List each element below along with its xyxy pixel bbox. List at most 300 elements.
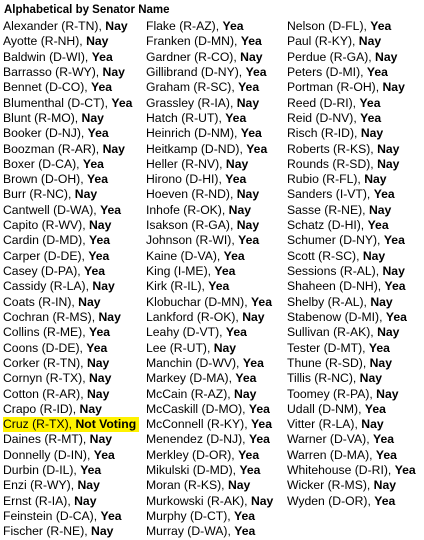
senator-row <box>146 463 273 478</box>
senator-name: Feinstein (D-CA), <box>3 509 101 523</box>
senator-row <box>287 218 416 233</box>
column-1 <box>3 19 139 540</box>
senator-row <box>287 371 416 386</box>
senator-name: Vitter (R-LA), <box>287 417 362 432</box>
senator-name: Barrasso (R-WY), <box>3 64 103 79</box>
senator-name: Daines (R-MT), <box>3 432 90 447</box>
senator-entry <box>287 157 399 171</box>
senator-entry <box>146 402 270 416</box>
senator-row <box>287 19 416 34</box>
senator-entry <box>3 264 105 278</box>
senator-name: Kirk (R-IL), <box>146 279 209 294</box>
senator-name: Kaine (D-VA), <box>146 248 224 263</box>
senator-row <box>287 65 416 80</box>
senator-vote: Nay <box>382 264 405 278</box>
senator-vote: Yea <box>368 340 390 355</box>
senator-row <box>287 126 416 141</box>
senator-entry <box>287 50 397 64</box>
senator-entry <box>287 279 406 293</box>
senator-vote: Nay <box>98 309 121 324</box>
senator-vote: Nay <box>79 401 102 416</box>
senator-vote: Yea <box>234 509 256 523</box>
senator-vote: Yea <box>250 294 272 309</box>
senator-row <box>287 233 416 248</box>
senator-entry <box>3 218 111 232</box>
senator-vote: Nay <box>236 218 260 233</box>
senator-entry <box>287 19 391 33</box>
senator-row <box>146 264 273 279</box>
senator-vote: Yea <box>367 218 389 233</box>
senator-vote: Yea <box>225 172 247 187</box>
senator-vote: Yea <box>248 432 270 447</box>
senator-row <box>3 50 139 65</box>
senator-vote: Yea <box>370 19 392 33</box>
senator-name: Capito (R-WV), <box>3 218 89 233</box>
senator-row <box>3 509 139 524</box>
senator-entry <box>287 203 391 217</box>
senator-row <box>287 172 416 187</box>
senator-entry <box>3 524 113 538</box>
senator-name: Gillibrand (D-NY), <box>146 64 246 79</box>
senator-entry <box>3 463 101 477</box>
senator-entry <box>3 126 109 140</box>
senator-row <box>146 478 273 493</box>
senator-entry <box>3 187 97 201</box>
senator-vote: Yea <box>84 264 106 278</box>
senator-vote: Nay <box>74 187 98 202</box>
senator-name: Carper (D-DE), <box>3 248 89 263</box>
senator-name: Inhofe (R-OK), <box>146 202 229 217</box>
senator-row <box>3 387 139 402</box>
senator-entry <box>146 96 259 110</box>
senator-vote: Not Voting <box>75 417 137 432</box>
senator-vote: Nay <box>377 325 400 340</box>
senator-name: Heller (R-NV), <box>146 156 226 171</box>
senator-name: Heitkamp (D-ND), <box>146 141 247 156</box>
senator-vote: Yea <box>359 95 381 110</box>
senator-row <box>3 494 139 509</box>
senator-entry <box>3 371 111 385</box>
senator-vote: Nay <box>74 493 97 508</box>
senator-row <box>146 50 273 65</box>
senator-row <box>287 341 416 356</box>
senator-row <box>287 356 416 371</box>
senator-vote: Nay <box>86 386 110 401</box>
senator-entry <box>3 341 107 355</box>
senator-vote: Yea <box>360 110 382 125</box>
senator-entry <box>146 34 262 48</box>
senator-row <box>287 249 416 264</box>
senator-name: Udall (D-NM), <box>287 401 365 416</box>
senator-row <box>3 478 139 493</box>
senator-row <box>3 80 139 95</box>
senator-entry <box>3 172 108 186</box>
senator-vote: Yea <box>374 493 396 508</box>
senator-row <box>3 463 139 478</box>
senator-name: Moran (R-KS), <box>146 478 228 493</box>
senator-row <box>287 111 416 126</box>
senator-row <box>3 325 139 340</box>
senator-row <box>287 417 416 432</box>
senator-row <box>146 310 273 325</box>
senator-row <box>146 19 273 34</box>
senator-name: Rubio (R-FL), <box>287 172 365 187</box>
senator-entry <box>146 341 236 355</box>
list-title: Alphabetical by Senator Name <box>4 4 170 16</box>
senator-name: Schatz (D-HI), <box>287 218 368 233</box>
senator-entry <box>146 310 265 324</box>
senator-name: Coats (R-IN), <box>3 294 79 309</box>
senator-name: Toomey (R-PA), <box>287 386 377 401</box>
senator-entry <box>146 325 247 339</box>
senator-entry <box>146 417 272 431</box>
senator-name: Corker (R-TN), <box>3 355 87 370</box>
senator-entry <box>287 142 399 156</box>
senator-vote: Yea <box>238 80 260 95</box>
senator-name: Johnson (R-WI), <box>146 233 239 248</box>
senator-vote: Nay <box>364 172 387 187</box>
senator-vote: Yea <box>89 325 111 340</box>
senator-entry <box>146 249 245 263</box>
senator-entry <box>3 310 121 324</box>
senator-vote: Nay <box>358 34 382 49</box>
senator-entry <box>3 494 96 508</box>
senator-name: Markey (D-MA), <box>146 371 236 386</box>
senator-entry <box>146 50 263 64</box>
senator-vote: Yea <box>111 95 133 110</box>
senator-name: Cochran (R-MS), <box>3 309 99 324</box>
senator-vote: Yea <box>91 49 113 64</box>
senator-vote: Yea <box>234 524 256 539</box>
senator-name: Graham (R-SC), <box>146 80 239 95</box>
senator-vote: Nay <box>359 371 383 386</box>
senator-vote: Nay <box>236 95 260 110</box>
senator-name: Flake (R-AZ), <box>146 19 223 33</box>
senator-entry <box>3 402 102 416</box>
senator-row <box>3 19 139 34</box>
senator-name: Grassley (R-IA), <box>146 95 237 110</box>
senator-row <box>3 249 139 264</box>
senator-name: Murkowski (R-AK), <box>146 493 251 508</box>
senator-row <box>287 494 416 509</box>
senator-row <box>287 279 416 294</box>
senator-name: Franken (D-MN), <box>146 34 241 49</box>
senator-row <box>146 356 273 371</box>
senator-name: Ayotte (R-NH), <box>3 34 87 49</box>
senator-vote: Yea <box>239 463 261 478</box>
senator-name: King (I-ME), <box>146 264 215 278</box>
senator-vote: Yea <box>238 233 260 248</box>
senator-name: Tillis (R-NC), <box>287 371 360 386</box>
column-3 <box>287 19 416 509</box>
senator-name: Cardin (D-MD), <box>3 233 89 248</box>
senator-entry <box>287 295 393 309</box>
senator-name: Cruz (R-TX), <box>3 417 76 432</box>
senator-entry <box>287 233 405 247</box>
senator-entry <box>3 96 132 110</box>
senator-name: Murphy (D-CT), <box>146 509 235 523</box>
senator-row <box>287 463 416 478</box>
senator-vote: Yea <box>91 80 113 95</box>
senator-row <box>146 96 273 111</box>
senator-entry <box>146 478 250 492</box>
senator-row <box>287 387 416 402</box>
senator-name: Donnelly (D-IN), <box>3 447 94 462</box>
senator-row <box>3 310 139 325</box>
senator-row <box>146 341 273 356</box>
senator-vote: Yea <box>235 371 257 386</box>
senator-vote: Nay <box>370 294 393 309</box>
senator-vote: Nay <box>377 141 400 156</box>
senator-vote: Nay <box>368 202 392 217</box>
senator-entry <box>287 126 383 140</box>
senator-name: Hirono (D-HI), <box>146 172 226 187</box>
senator-entry <box>287 478 396 492</box>
senator-vote: Nay <box>81 110 104 125</box>
senator-row <box>3 233 139 248</box>
senator-vote: Nay <box>89 371 112 386</box>
senator-name: Whitehouse (D-RI), <box>287 463 395 478</box>
senator-vote: Yea <box>208 279 230 294</box>
senator-entry <box>3 509 122 523</box>
senator-vote: Nay <box>242 309 265 324</box>
senator-vote: Yea <box>93 447 115 462</box>
senator-name: Booker (D-NJ), <box>3 126 88 141</box>
senator-entry <box>146 371 256 385</box>
senator-name: Boozman (R-AR), <box>3 141 103 156</box>
senator-row <box>3 157 139 172</box>
senator-vote: Nay <box>375 49 398 64</box>
senator-vote: Nay <box>102 141 125 156</box>
senator-entry <box>287 387 399 401</box>
senator-row <box>287 325 416 340</box>
senator-entry <box>146 509 255 523</box>
senator-entry <box>3 279 115 293</box>
senator-vote: Nay <box>86 355 110 370</box>
senator-row <box>3 34 139 49</box>
senator-row <box>3 371 139 386</box>
senator-name: Hoeven (R-ND), <box>146 187 237 202</box>
senator-row <box>146 295 273 310</box>
senator-name: Murray (D-WA), <box>146 524 235 539</box>
senator-name: McCain (R-AZ), <box>146 386 235 401</box>
senator-row <box>3 295 139 310</box>
senator-vote: Yea <box>245 64 267 79</box>
senator-name: Schumer (D-NY), <box>287 233 384 248</box>
senator-entry <box>146 111 246 125</box>
senator-row <box>287 187 416 202</box>
senator-row <box>3 448 139 463</box>
senator-row <box>3 172 139 187</box>
senator-entry <box>3 50 113 64</box>
senator-name: Sasse (R-NE), <box>287 202 369 217</box>
senator-entry <box>146 432 270 446</box>
senator-name: Sullivan (R-AK), <box>287 325 378 340</box>
senator-row <box>287 96 416 111</box>
senator-row <box>287 80 416 95</box>
senator-vote: Yea <box>223 248 245 263</box>
senator-entry <box>287 172 387 186</box>
senator-row <box>3 111 139 126</box>
senator-entry <box>287 463 416 477</box>
senator-row <box>146 80 273 95</box>
senator-name: Rounds (R-SD), <box>287 156 378 171</box>
senator-row <box>146 111 273 126</box>
senator-row <box>146 432 273 447</box>
senator-entry <box>146 295 272 309</box>
senator-name: Ernst (R-IA), <box>3 493 75 508</box>
senator-vote: Nay <box>213 340 237 355</box>
senator-entry <box>287 80 405 94</box>
senator-entry <box>3 142 125 156</box>
senator-entry <box>287 448 397 462</box>
senator-entry <box>287 325 399 339</box>
senator-vote: Nay <box>91 524 114 539</box>
senator-entry <box>287 494 395 508</box>
senator-name: Cotton (R-AR), <box>3 386 87 401</box>
senator-entry <box>287 65 388 79</box>
senator-vote: Yea <box>222 19 244 33</box>
senator-vote: Yea <box>100 509 122 523</box>
senator-row <box>146 233 273 248</box>
senator-name: Merkley (D-OR), <box>146 447 239 462</box>
senator-name: Klobuchar (D-MN), <box>146 294 251 309</box>
senator-entry <box>146 80 259 94</box>
senator-row <box>3 142 139 157</box>
senator-entry <box>146 172 246 186</box>
senator-entry <box>146 356 264 370</box>
senator-vote: Nay <box>225 156 249 171</box>
senator-name: Heinrich (D-NM), <box>146 126 241 141</box>
senator-vote: Nay <box>89 218 112 233</box>
senator-entry <box>3 387 109 401</box>
senator-name: Fischer (R-NE), <box>3 524 92 539</box>
senator-vote: Yea <box>225 110 247 125</box>
senator-name: Shelby (R-AL), <box>287 294 371 309</box>
senator-row <box>146 387 273 402</box>
senator-name: Mikulski (D-MD), <box>146 463 240 478</box>
senator-vote: Yea <box>225 325 247 340</box>
senator-vote: Yea <box>240 34 262 49</box>
senator-entry <box>3 34 108 48</box>
senator-entry <box>3 111 104 125</box>
senator-row <box>146 142 273 157</box>
senator-row <box>3 402 139 417</box>
senator-vote: Yea <box>385 309 407 324</box>
senator-row <box>3 203 139 218</box>
senator-vote: Yea <box>373 187 395 202</box>
senator-row <box>3 524 139 539</box>
senator-name: Thune (R-SD), <box>287 355 370 370</box>
senator-row <box>3 432 139 447</box>
senator-entry <box>146 65 267 79</box>
senator-row <box>3 218 139 233</box>
senator-row <box>287 157 416 172</box>
senator-vote: Nay <box>377 156 400 171</box>
senator-entry <box>3 203 121 217</box>
senator-entry <box>3 157 104 171</box>
senator-name: Nelson (D-FL), <box>287 19 371 33</box>
senator-vote: Yea <box>394 463 416 478</box>
senator-entry <box>287 187 395 201</box>
senator-vote: Nay <box>236 187 260 202</box>
senator-vote: Yea <box>242 355 264 370</box>
senator-entry <box>287 96 380 110</box>
senator-name: Casey (D-PA), <box>3 264 85 278</box>
senator-entry <box>3 233 110 247</box>
senator-row <box>146 325 273 340</box>
senator-vote: Nay <box>234 386 257 401</box>
senator-row <box>146 509 273 524</box>
senator-name: Menendez (D-NJ), <box>146 432 249 447</box>
senator-row <box>287 203 416 218</box>
senator-entry <box>287 111 381 125</box>
senator-name: Wyden (D-OR), <box>287 493 375 508</box>
senator-name: Portman (R-OH), <box>287 80 383 95</box>
senator-name: Sanders (I-VT), <box>287 187 374 202</box>
senator-row <box>146 371 273 386</box>
senator-entry <box>146 448 259 462</box>
senator-name: Leahy (D-VT), <box>146 325 226 340</box>
senator-entry <box>146 19 244 33</box>
senator-entry <box>146 463 260 477</box>
senator-entry <box>146 203 251 217</box>
senator-entry <box>3 448 115 462</box>
senator-vote: Yea <box>246 141 268 156</box>
senator-entry <box>146 126 262 140</box>
senator-entry <box>3 65 125 79</box>
senator-row <box>287 432 416 447</box>
senator-name: Burr (R-NC), <box>3 187 75 202</box>
senator-entry <box>146 218 259 232</box>
senator-vote: Nay <box>250 493 274 508</box>
senator-name: Gardner (R-CO), <box>146 49 241 64</box>
senator-entry <box>287 341 390 355</box>
column-2 <box>146 19 273 540</box>
senator-entry <box>146 187 259 201</box>
senator-name: Alexander (R-TN), <box>3 19 106 33</box>
senator-name: Shaheen (D-NH), <box>287 279 385 294</box>
senator-entry <box>3 432 112 446</box>
senator-vote: Nay <box>227 478 251 493</box>
senator-row <box>3 417 139 432</box>
senator-name: Reid (D-NV), <box>287 110 361 125</box>
senator-row <box>3 187 139 202</box>
senator-name: Bennet (D-CO), <box>3 80 92 95</box>
senator-row <box>146 65 273 80</box>
senator-vote: Yea <box>383 233 405 248</box>
senator-vote: Yea <box>364 401 386 416</box>
senator-name: Warren (D-MA), <box>287 447 376 462</box>
senator-vote: Yea <box>250 417 272 432</box>
senator-entry <box>287 218 389 232</box>
senator-vote: Nay <box>86 34 109 49</box>
senator-entry <box>287 34 381 48</box>
senator-row <box>3 356 139 371</box>
senator-row <box>287 34 416 49</box>
senator-row <box>3 65 139 80</box>
senator-name: Tester (D-MT), <box>287 340 369 355</box>
senator-row <box>146 279 273 294</box>
senator-name: Paul (R-KY), <box>287 34 359 49</box>
senator-vote: Yea <box>80 463 102 478</box>
senator-vote: Nay <box>228 202 251 217</box>
senator-row <box>3 126 139 141</box>
senator-name: Perdue (R-GA), <box>287 49 376 64</box>
senator-entry <box>287 310 407 324</box>
senator-row <box>146 494 273 509</box>
senator-name: Crapo (R-ID), <box>3 401 80 416</box>
